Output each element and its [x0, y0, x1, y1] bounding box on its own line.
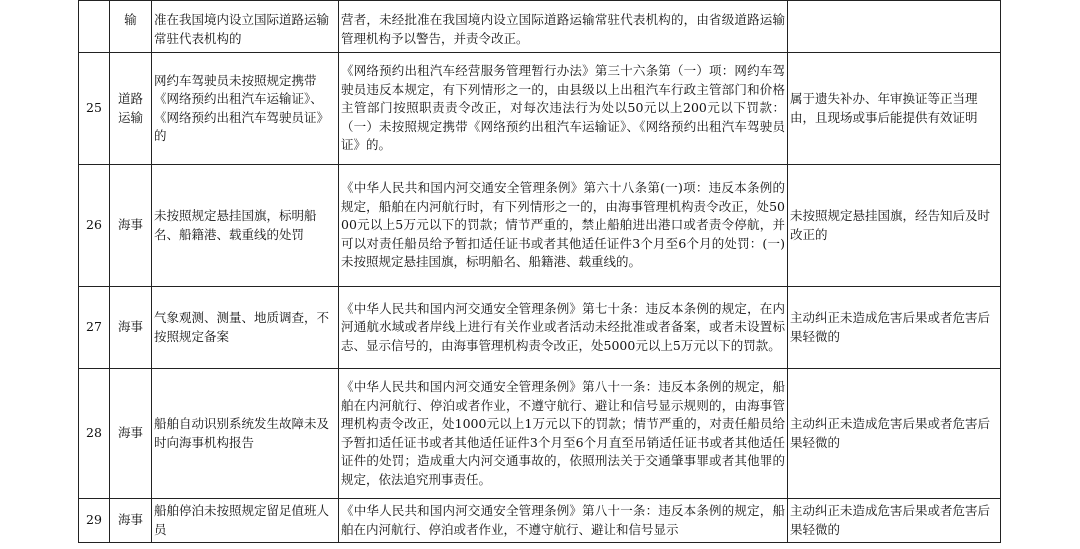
- row-number: 28: [79, 369, 110, 499]
- department-cell: 海事: [110, 369, 152, 499]
- behavior-cell: 未按照规定悬挂国旗，标明船名、船籍港、载重线的处罚: [152, 165, 339, 287]
- legal-basis-cell: 《网络预约出租汽车经营服务管理暂行办法》第三十六条第（一）项：网约车驾驶员违反本规定，有下列情形之一的，由县级以上出租汽车行政主管部门和价格主管部门按照职责责令改正，对每次违法行为处以50元以上200元以下罚款：（一）未按照规定携带《网络预约出租汽车运输证》、《网络预约出租汽车驾驶员证》的。: [339, 53, 788, 165]
- legal-basis-cell: 《中华人民共和国内河交通安全管理条例》第七十条：违反本条例的规定，在内河通航水域或者岸线上进行有关作业或者活动未经批准或者备案，或者未设置标志、显示信号的，由海事管理机构责令改正，处5000元以上5万元以下的罚款。: [339, 287, 788, 369]
- row-number: 25: [79, 53, 110, 165]
- department-cell: 海事: [110, 499, 152, 543]
- table-row: [79, 1, 1001, 53]
- behavior-cell: 船舶停泊未按照规定留足值班人员: [152, 499, 339, 543]
- behavior-cell: 船舶自动识别系统发生故障未及时向海事机构报告: [152, 369, 339, 499]
- condition-cell: 主动纠正未造成危害后果或者危害后果轻微的: [788, 287, 1001, 369]
- behavior-cell: 准在我国境内设立国际道路运输常驻代表机构的: [152, 1, 339, 53]
- legal-basis-cell: 《中华人民共和国内河交通安全管理条例》第八十一条：违反本条例的规定，船舶在内河航行、停泊或者作业，不遵守航行、避让和信号显示规则的，由海事管理机构责令改正，处1000元以上1万元以下的罚款；情节严重的，对责任船员给予暂扣适任证书或者其他适任证件3个月至6个月直至吊销适任证书或者其他适任证件的处罚；造成重大内河交通事故的，依照刑法关于交通肇事罪或者其他罪的规定，依法追究刑事责任。: [339, 369, 788, 499]
- condition-cell: 主动纠正未造成危害后果或者危害后果轻微的: [788, 369, 1001, 499]
- row-number: [79, 1, 110, 53]
- table-row: [79, 499, 1001, 543]
- row-number: 26: [79, 165, 110, 287]
- condition-cell: 未按照规定悬挂国旗，经告知后及时改正的: [788, 165, 1001, 287]
- legal-basis-cell: 《中华人民共和国内河交通安全管理条例》第八十一条：违反本条例的规定，船舶在内河航行、停泊或者作业，不遵守航行、避让和信号显示: [339, 499, 788, 543]
- behavior-cell: 网约车驾驶员未按照规定携带《网络预约出租汽车运输证》、《网络预约出租汽车驾驶员证》的: [152, 53, 339, 165]
- regulation-table: [78, 0, 1001, 543]
- condition-cell: 属于遗失补办、年审换证等正当理由，且现场或事后能提供有效证明: [788, 53, 1001, 165]
- table-row: [79, 53, 1001, 165]
- condition-cell: 主动纠正未造成危害后果或者危害后果轻微的: [788, 499, 1001, 543]
- row-number: 27: [79, 287, 110, 369]
- table-row: [79, 287, 1001, 369]
- legal-basis-cell: 《中华人民共和国内河交通安全管理条例》第六十八条第(一)项：违反本条例的规定，船舶在内河航行时，有下列情形之一的，由海事管理机构责令改正，处5000元以上5万元以下的罚款；情节严重的，禁止船舶进出港口或者责令停航，并可以对责任船员给予暂扣适任证书或者其他适任证件3个月至6个月的处罚：(一)未按照规定悬挂国旗，标明船名、船籍港、载重线的。: [339, 165, 788, 287]
- table-row: [79, 369, 1001, 499]
- row-number: 29: [79, 499, 110, 543]
- legal-basis-cell: 营者，未经批准在我国境内设立国际道路运输常驻代表机构的，由省级道路运输管理机构予以警告，并责令改正。: [339, 1, 788, 53]
- department-cell: 输: [110, 1, 152, 53]
- department-cell: 海事: [110, 287, 152, 369]
- table-row: [79, 165, 1001, 287]
- department-cell: 道路运输: [110, 53, 152, 165]
- behavior-cell: 气象观测、测量、地质调查，不按照规定备案: [152, 287, 339, 369]
- department-cell: 海事: [110, 165, 152, 287]
- condition-cell: [788, 1, 1001, 53]
